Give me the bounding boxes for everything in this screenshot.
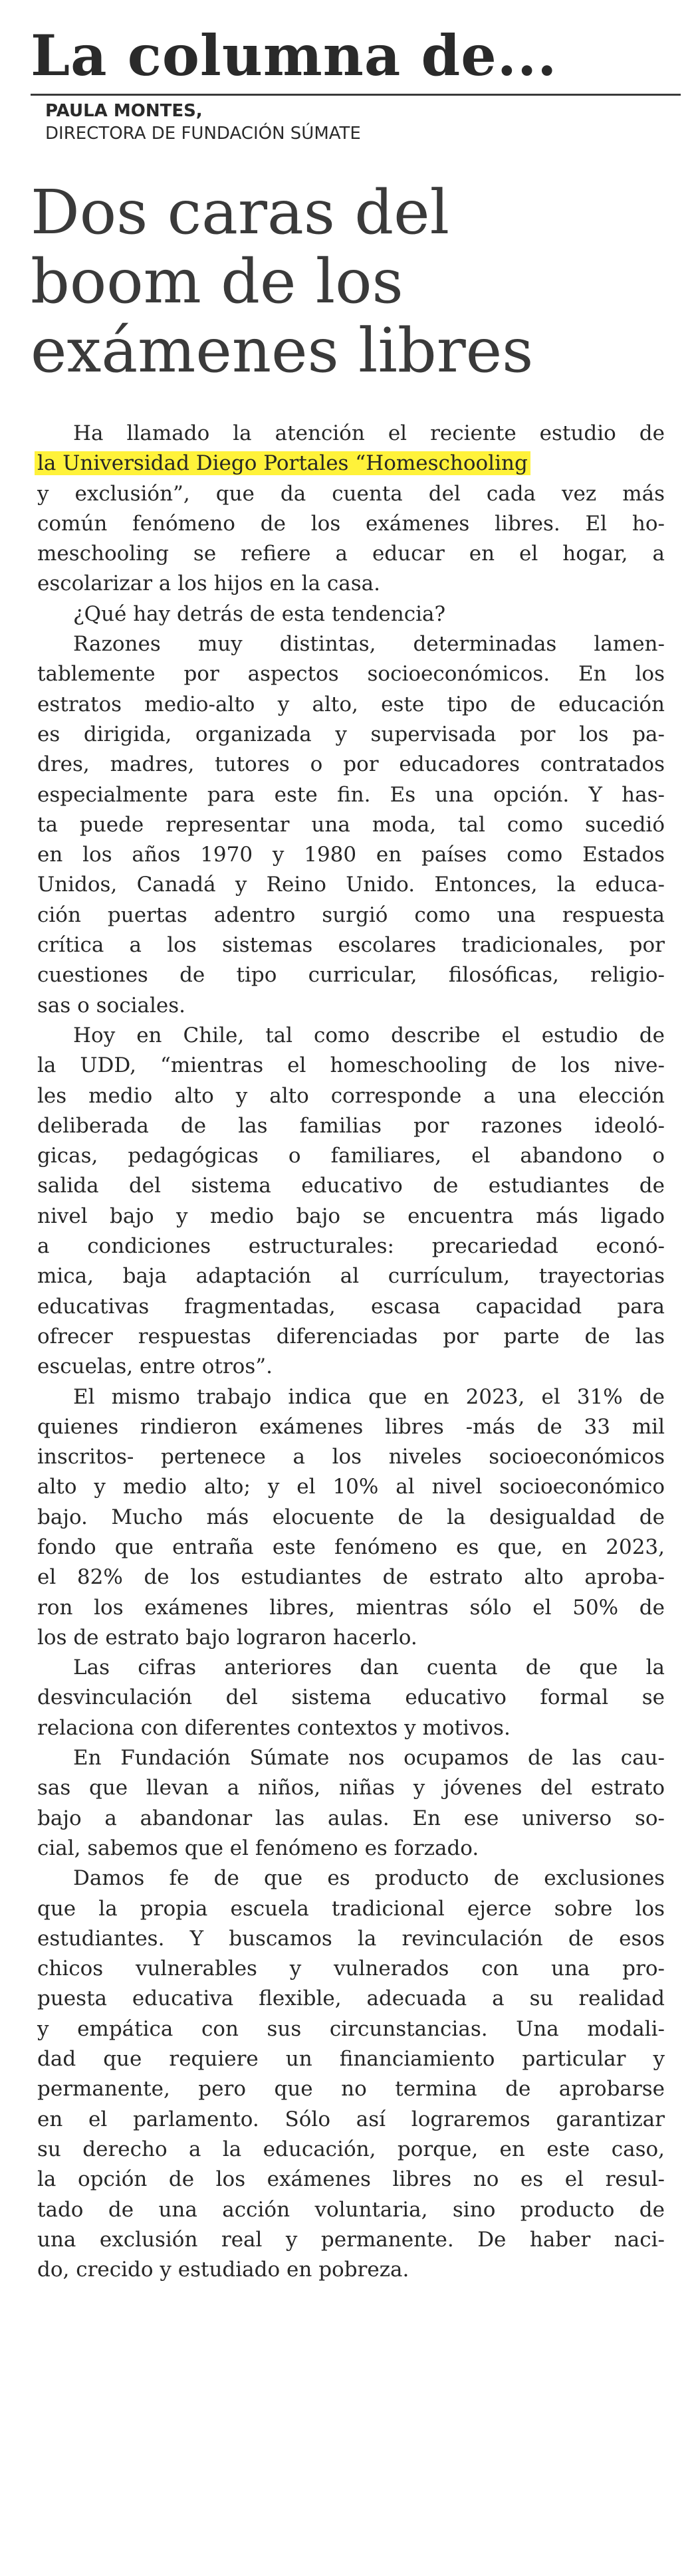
body-line: desvinculación del sistema educativo formal se [37, 1685, 665, 1710]
body-line: sas que llevan a niños, niñas y jóvenes del estrato [37, 1776, 665, 1800]
body-line: la UDD, “mientras el homeschooling de los nive- [37, 1053, 665, 1078]
body-line: puesta educativa flexible, adecuada a su realidad [37, 1986, 665, 2011]
body-line: ta puede representar una moda, tal como sucedió [37, 812, 665, 837]
body-line: salida del sistema educativo de estudiantes de [37, 1174, 665, 1198]
body-line: una exclusión real y permanente. De haber naci- [37, 2227, 665, 2252]
body-line: fondo que entraña este fenómeno es que, en 2023, [37, 1535, 665, 1559]
body-line: tado de una acción voluntaria, sino producto de [37, 2197, 665, 2222]
body-line: escolarizar a los hijos en la casa. [37, 572, 380, 596]
body-line: Unidos, Canadá y Reino Unido. Entonces, la educa- [37, 873, 665, 897]
body-line: bajo. Mucho más elocuente de la desigualdad de [37, 1505, 665, 1529]
body-line: que la propia escuela tradicional ejerce sobre los [37, 1896, 665, 1921]
body-line: especialmente para este fin. Es una opción. Y has- [37, 782, 665, 807]
body-line: les medio alto y alto corresponde a una elección [37, 1083, 665, 1108]
body-line: Ha llamado la atención el reciente estudio de [73, 421, 665, 445]
body-line: la opción de los exámenes libres no es el resul- [37, 2167, 665, 2192]
body-line: su derecho a la educación, porque, en este caso, [37, 2137, 665, 2161]
body-line: Las cifras anteriores dan cuenta de que la [73, 1656, 665, 1680]
body-line: Hoy en Chile, tal como describe el estudio de [73, 1023, 665, 1047]
body-line: Razones muy distintas, determinadas lamen- [73, 632, 665, 657]
body-line: en los años 1970 y 1980 en países como Estados [37, 843, 665, 867]
body-line [37, 449, 665, 479]
body-line: mica, baja adaptación al currículum, trayectorias [37, 1264, 665, 1289]
body-line: ción puertas adentro surgió como una respuesta [37, 903, 665, 927]
body-line: permanente, pero que no termina de aprobarse [37, 2077, 665, 2101]
body-line: alto y medio alto; y el 10% al nivel socioeconómico [37, 1475, 665, 1499]
body-line: meschooling se refiere a educar en el hogar, a [37, 542, 665, 566]
body-line: es dirigida, organizada y supervisada por los pa- [37, 722, 665, 746]
body-line: sas o sociales. [37, 993, 186, 1018]
article-body [37, 419, 665, 2285]
author-role: DIRECTORA DE FUNDACIÓN SÚMATE [45, 124, 361, 144]
body-line: dres, madres, tutores o por educadores contratados [37, 752, 665, 777]
body-line: y empática con sus circunstancias. Una modali- [37, 2016, 665, 2041]
body-line: el 82% de los estudiantes de estrato alto aproba- [37, 1565, 665, 1590]
body-line: inscritos- pertenece a los niveles socioeconómicos [37, 1445, 665, 1469]
body-line: educativas fragmentadas, escasa capacidad para [37, 1294, 665, 1319]
body-line: estudiantes. Y buscamos la revinculación de esos [37, 1926, 665, 1951]
body-line: Damos fe de que es producto de exclusiones [73, 1866, 665, 1891]
body-line: ron los exámenes libres, mientras sólo el 50% de [37, 1595, 665, 1620]
body-line: cial, sabemos que el fenómeno es forzado. [37, 1836, 479, 1860]
article-headline [31, 178, 669, 385]
body-line: crítica a los sistemas escolares tradicionales, por [37, 933, 665, 958]
headline-line: Dos caras del [31, 177, 450, 248]
body-line: En Fundación Súmate nos ocupamos de las cau- [73, 1746, 665, 1771]
body-line: tablemente por aspectos socioeconómicos. En los [37, 662, 665, 687]
body-line: cuestiones de tipo curricular, filosóficas, religio- [37, 963, 665, 988]
body-line: bajo a abandonar las aulas. En ese universo so- [37, 1806, 665, 1830]
title-divider [31, 94, 681, 96]
body-line: gicas, pedagógicas o familiares, el abandono o [37, 1144, 665, 1168]
highlighted-text: la Universidad Diego Portales “Homeschooling [35, 451, 530, 475]
body-line: do, crecido y estudiado en pobreza. [37, 2258, 409, 2282]
author-byline [45, 100, 361, 145]
body-line: escuelas, entre otros”. [37, 1354, 273, 1379]
body-line: a condiciones estructurales: precariedad econó- [37, 1234, 665, 1259]
body-line: común fenómeno de los exámenes libres. El ho- [37, 511, 665, 536]
body-line: chicos vulnerables y vulnerados con una pro- [37, 1957, 665, 1981]
body-line: en el parlamento. Sólo así lograremos garantizar [37, 2107, 665, 2131]
headline-line: boom de los [31, 246, 404, 317]
column-title: La columna de... [31, 23, 558, 88]
body-line: estratos medio-alto y alto, este tipo de educación [37, 692, 665, 716]
body-line: deliberada de las familias por razones ideoló- [37, 1113, 665, 1138]
body-line: quienes rindieron exámenes libres -más de 33 mil [37, 1414, 665, 1439]
body-line: relaciona con diferentes contextos y motivos. [37, 1715, 511, 1740]
body-line: dad que requiere un financiamiento particular y [37, 2047, 665, 2072]
body-line: los de estrato bajo lograron hacerlo. [37, 1625, 417, 1650]
body-line: nivel bajo y medio bajo se encuentra más ligado [37, 1204, 665, 1228]
body-line: ¿Qué hay detrás de esta tendencia? [73, 601, 446, 626]
author-name: PAULA MONTES, [45, 101, 203, 121]
body-line: ofrecer respuestas diferenciadas por parte de las [37, 1324, 665, 1348]
body-line: y exclusión”, que da cuenta del cada vez más [37, 481, 665, 506]
headline-line: exámenes libres [31, 315, 534, 386]
body-line: El mismo trabajo indica que en 2023, el 31% de [73, 1384, 665, 1409]
